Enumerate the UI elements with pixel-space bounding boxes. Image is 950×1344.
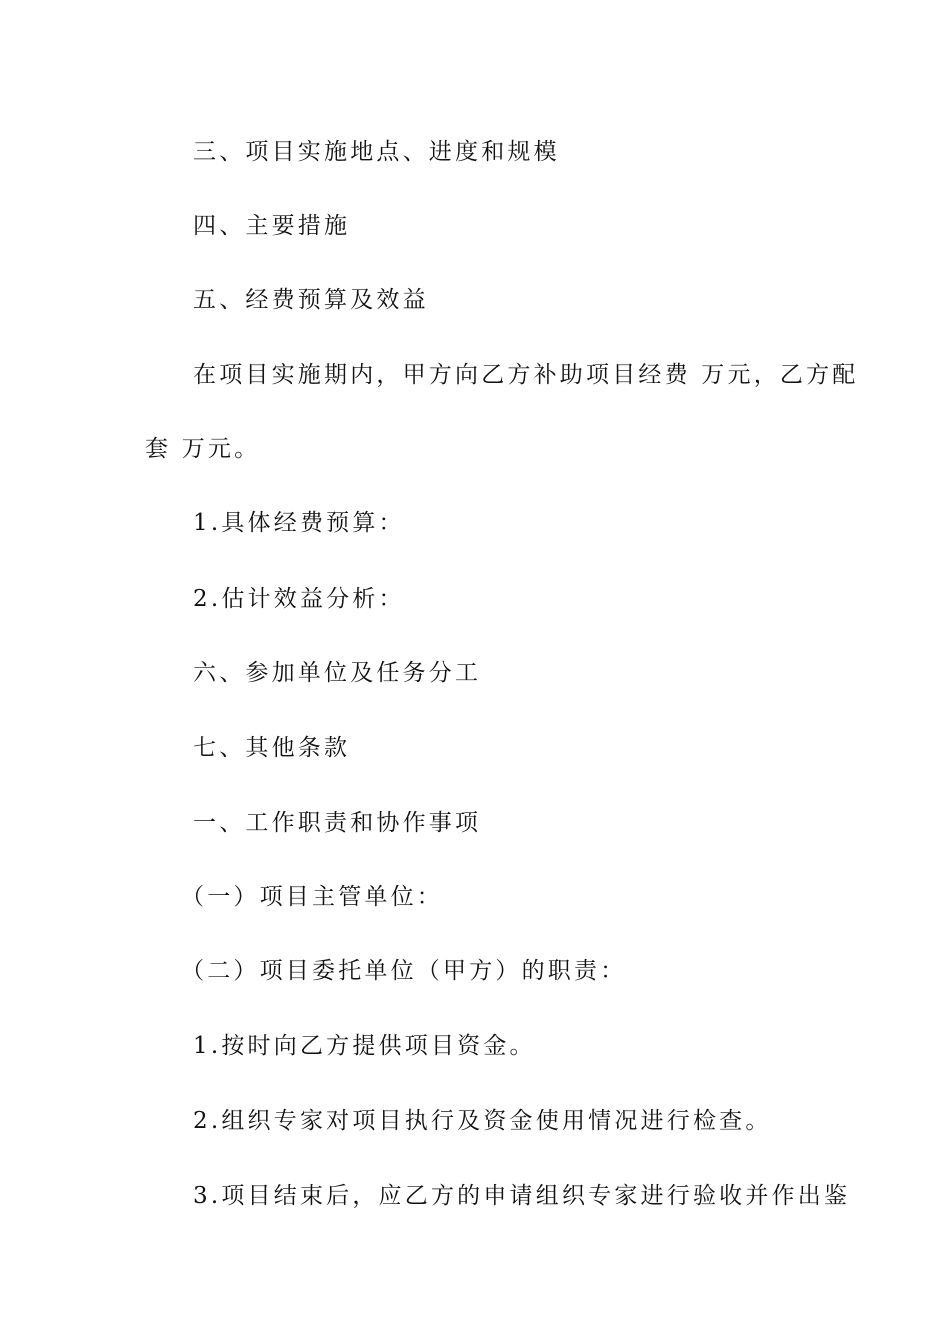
section-heading-implementation: 三、项目实施地点、进度和规模 (193, 139, 560, 165)
section-heading-budget: 五、经费预算及效益 (193, 287, 429, 313)
list-item-provide-funds: 1.按时向乙方提供项目资金。 (193, 1033, 536, 1059)
list-item-acceptance: 3.项目结束后，应乙方的申请组织专家进行验收并作出鉴 (193, 1183, 851, 1209)
section-heading-participants: 六、参加单位及任务分工 (193, 660, 482, 686)
paragraph-funding-continued: 套 万元。 (145, 436, 261, 462)
list-item-budget-detail: 1.具体经费预算： (193, 510, 405, 536)
section-heading-duties: 一、工作职责和协作事项 (193, 810, 482, 836)
subsection-heading-supervisor: （一）项目主管单位： (181, 884, 443, 910)
list-item-inspection: 2.组织专家对项目执行及资金使用情况进行检查。 (193, 1108, 772, 1134)
subsection-heading-party-a: （二）项目委托单位（甲方）的职责： (181, 958, 627, 984)
paragraph-funding: 在项目实施期内，甲方向乙方补助项目经费 万元，乙方配 (193, 362, 859, 388)
section-heading-other-terms: 七、其他条款 (193, 735, 351, 761)
list-item-benefit-analysis: 2.估计效益分析： (193, 586, 405, 612)
section-heading-measures: 四、主要措施 (193, 213, 351, 239)
